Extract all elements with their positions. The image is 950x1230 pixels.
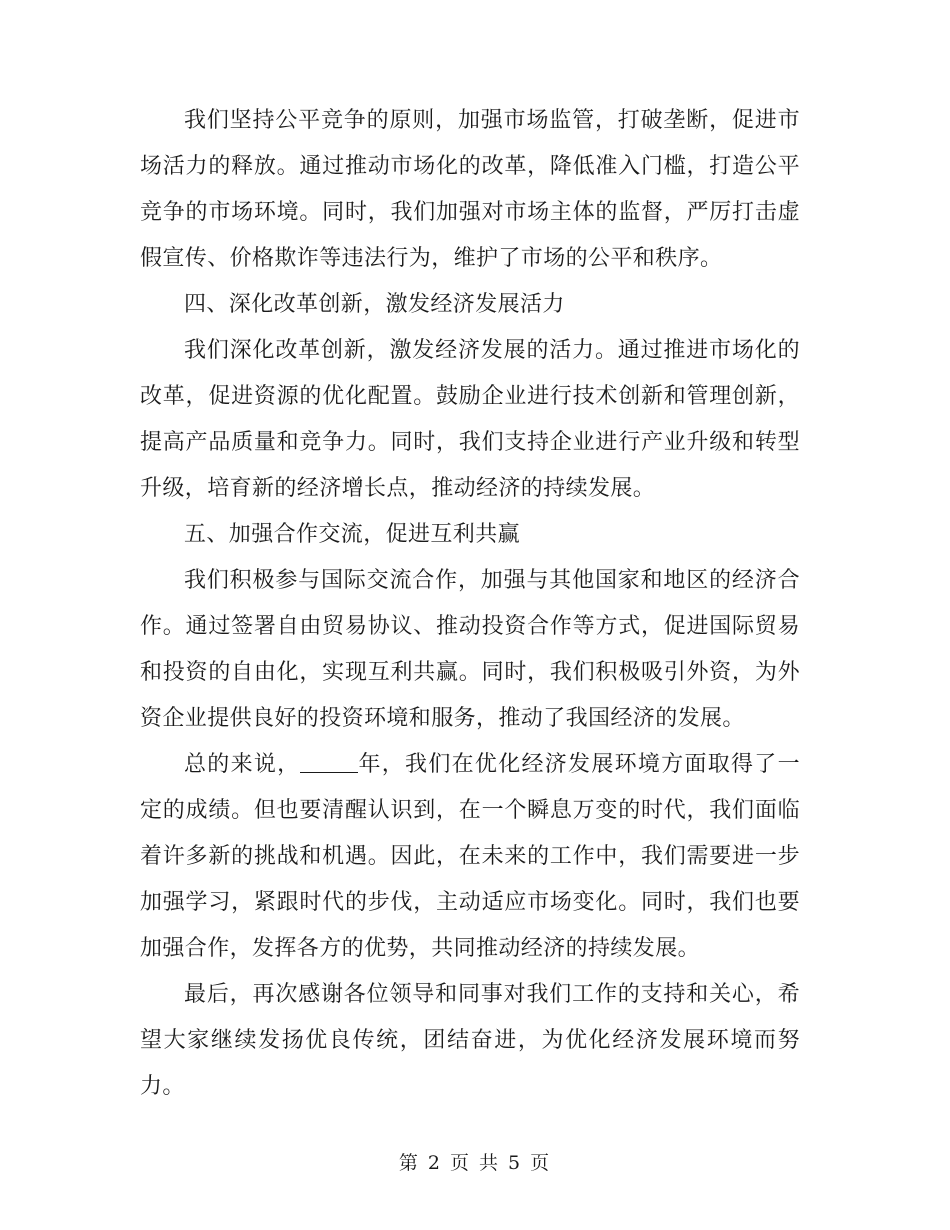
document-body [140,98,800,1110]
paragraph-fair-competition: 我们坚持公平竞争的原则，加强市场监管，打破垄断，促进市场活力的释放。通过推动市场化的改革，降低准入门槛，打造公平竞争的市场环境。同时，我们加强对市场主体的监督，严厉打击虚假宣传、价格欺诈等违法行为，维护了市场的公平和秩序。 [140,108,800,271]
paragraph-summary [140,742,800,972]
summary-text-before: 总的来说， [184,752,301,777]
page-number-footer: 第 2 页 共 5 页 [398,1152,552,1174]
summary-text-after: 年，我们在优化经济发展环境方面取得了一定的成绩。但也要清醒认识到，在一个瞬息万变的时代，我们面临着许多新的挑战和机遇。因此，在未来的工作中，我们需要进一步加强学习，紧跟时代的步伐，主动适应市场变化。同时，我们也要加强合作，发挥各方的优势，共同推动经济的持续发展。 [140,752,800,961]
paragraph-reform-innovation: 我们深化改革创新，激发经济发展的活力。通过推进市场化的改革，促进资源的优化配置。鼓励企业进行技术创新和管理创新，提高产品质量和竞争力。同时，我们支持企业进行产业升级和转型升级，培育新的经济增长点，推动经济的持续发展。 [140,338,800,501]
paragraph-closing: 最后，再次感谢各位领导和同事对我们工作的支持和关心，希望大家继续发扬优良传统，团结奋进，为优化经济发展环境而努力。 [140,982,800,1099]
section-heading-reform: 四、深化改革创新，激发经济发展活力 [184,292,565,317]
paragraph-international-cooperation: 我们积极参与国际交流合作，加强与其他国家和地区的经济合作。通过签署自由贸易协议、推动投资合作等方式，促进国际贸易和投资的自由化，实现互利共赢。同时，我们积极吸引外资，为外资企业提供良好的投资环境和服务，推动了我国经济的发展。 [140,568,800,731]
year-blank-field [300,748,357,773]
section-heading-cooperation: 五、加强合作交流，促进互利共赢 [184,522,521,547]
